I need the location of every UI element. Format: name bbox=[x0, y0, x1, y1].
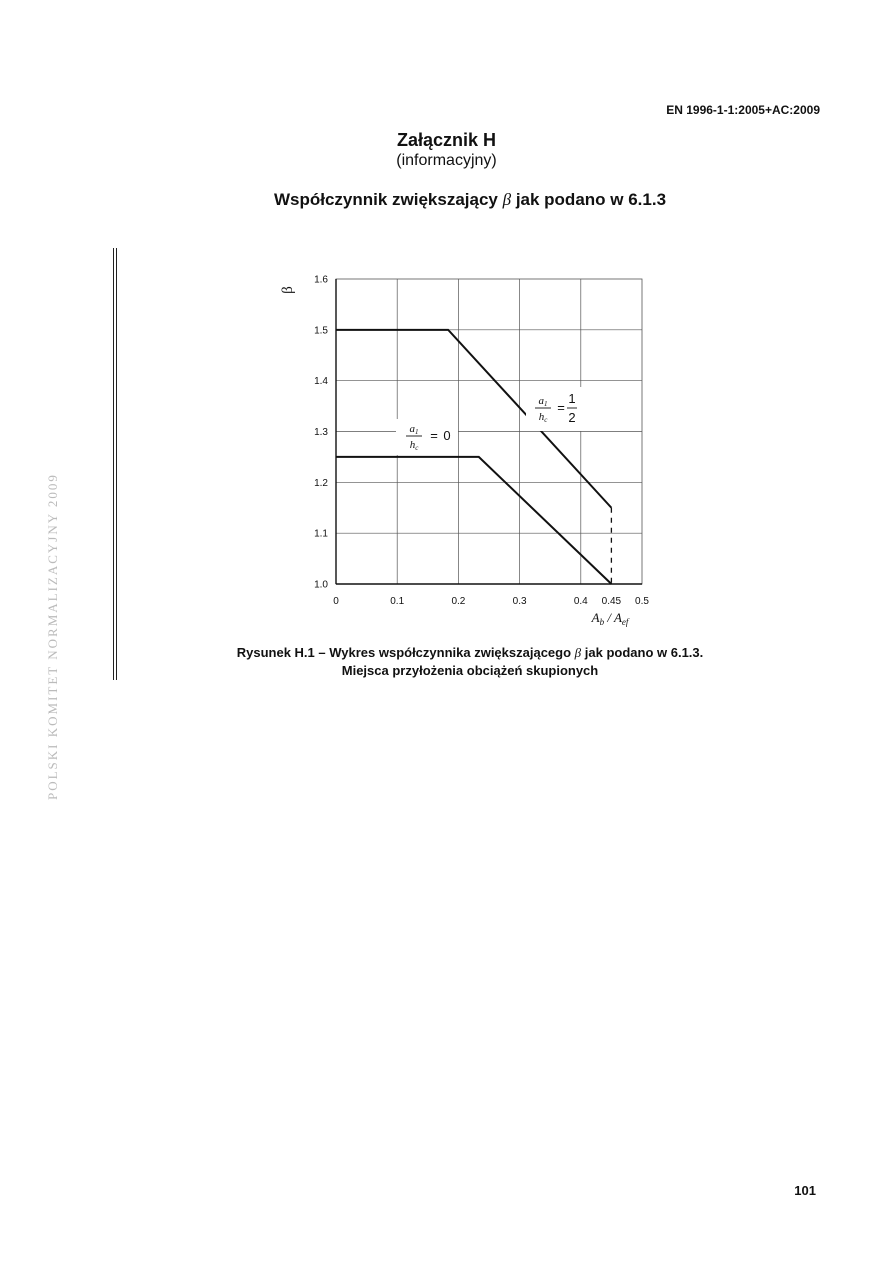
x-tick-label: 0.2 bbox=[451, 596, 466, 607]
series-line-1 bbox=[336, 457, 611, 584]
figure-caption-line-2: Miejsca przyłożenia obciążeń skupionych bbox=[341, 663, 599, 678]
annotation-half-lhs-denominator: hc bbox=[538, 411, 548, 424]
standard-code: EN 1996-1-1:2005+AC:2009 bbox=[666, 103, 820, 117]
annotation-ratio-zero bbox=[396, 419, 458, 455]
x-axis-label bbox=[591, 610, 630, 627]
y-tick-label: 1.4 bbox=[314, 376, 328, 388]
page-number: 101 bbox=[794, 1183, 816, 1198]
heading-prefix: Współczynnik zwiększający bbox=[273, 190, 498, 209]
y-tick-label: 1.1 bbox=[314, 528, 328, 540]
figure-caption-line-1 bbox=[0, 645, 893, 661]
watermark: POLSKI KOMITET NORMALIZACYJNY 2009 bbox=[45, 473, 60, 800]
heading-suffix: jak podano w 6.1.3 bbox=[515, 190, 667, 209]
annotation-ratio-half bbox=[526, 387, 584, 431]
y-tick-label: 1.2 bbox=[314, 477, 328, 489]
caption-suffix: jak podano w 6.1.3. bbox=[584, 645, 704, 660]
x-tick-label: 0.1 bbox=[390, 596, 405, 607]
y-tick-label: 1.6 bbox=[314, 274, 328, 286]
x-tick-label: 0.4 bbox=[573, 596, 588, 607]
annex-title: Załącznik H bbox=[396, 130, 497, 150]
annotation-value-numerator: 1 bbox=[568, 391, 576, 406]
x-tick-label: 0.45 bbox=[601, 596, 622, 607]
x-tick-label: 0.5 bbox=[635, 596, 649, 607]
annotation-value-denominator: 2 bbox=[568, 410, 576, 425]
y-tick-label: 1.0 bbox=[314, 579, 328, 591]
x-tick-label: 0.3 bbox=[512, 596, 527, 607]
annotation-value: 0 bbox=[443, 428, 451, 443]
y-axis-label: β bbox=[280, 286, 296, 294]
heading-beta-symbol: β bbox=[502, 190, 512, 209]
x-axis-label-text: $A_b / A_{ef}$ bbox=[591, 610, 629, 627]
x-tick-label: 0 bbox=[333, 596, 339, 607]
annotation-equals: = bbox=[557, 400, 565, 415]
caption-beta-symbol: β bbox=[574, 645, 582, 660]
y-tick-label: 1.3 bbox=[314, 427, 328, 438]
y-tick-label: 1.5 bbox=[314, 325, 328, 337]
annex-subtitle: (informacyjny) bbox=[396, 152, 497, 169]
caption-prefix: Rysunek H.1 – Wykres współczynnika zwiększającego bbox=[236, 645, 572, 660]
annotation-half-lhs-numerator: a1 bbox=[538, 395, 548, 408]
annotation-zero-lhs-numerator: a1 bbox=[409, 423, 419, 436]
annotation-zero-lhs-denominator: hc bbox=[409, 439, 419, 452]
annotation-equals: = bbox=[430, 428, 438, 443]
